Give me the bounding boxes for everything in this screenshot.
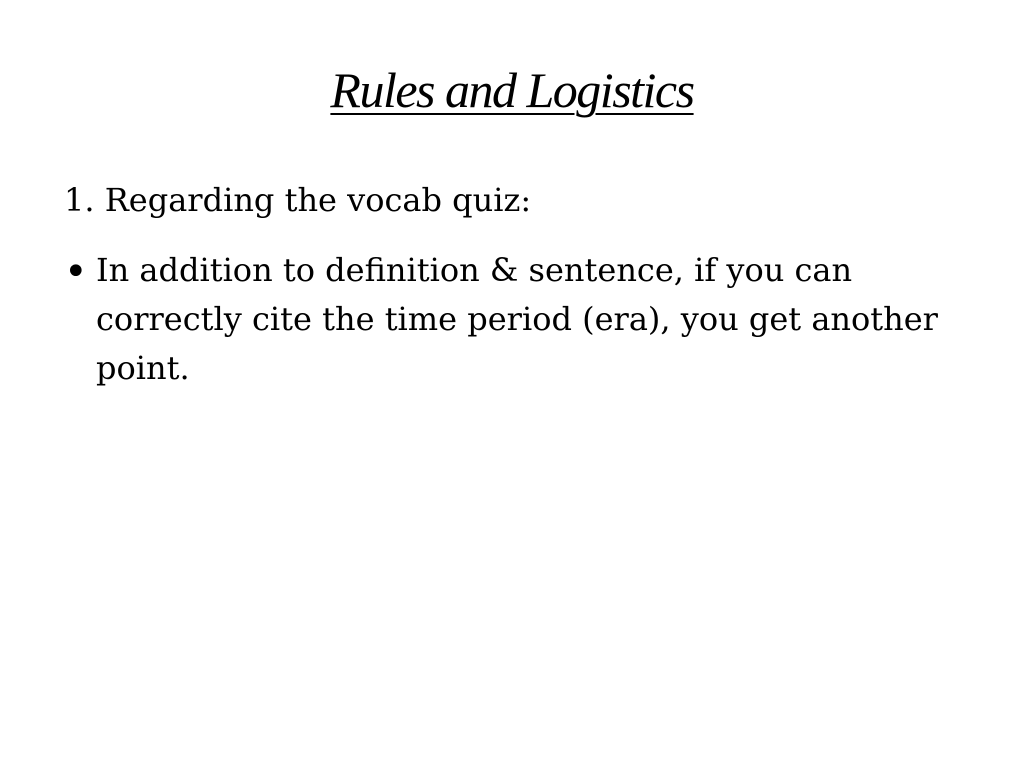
bullet-item <box>64 246 964 393</box>
bullet-marker: • <box>64 249 88 295</box>
intro-line: 1. Regarding the vocab quiz: <box>64 181 532 219</box>
slide-title <box>0 58 1024 122</box>
slide-title-text: Rules and Logistics <box>330 62 694 118</box>
bullet-text: In addition to definition & sentence, if you can correctly cite the time period (era), you get another point. <box>96 251 938 387</box>
bullet-list <box>64 246 964 393</box>
